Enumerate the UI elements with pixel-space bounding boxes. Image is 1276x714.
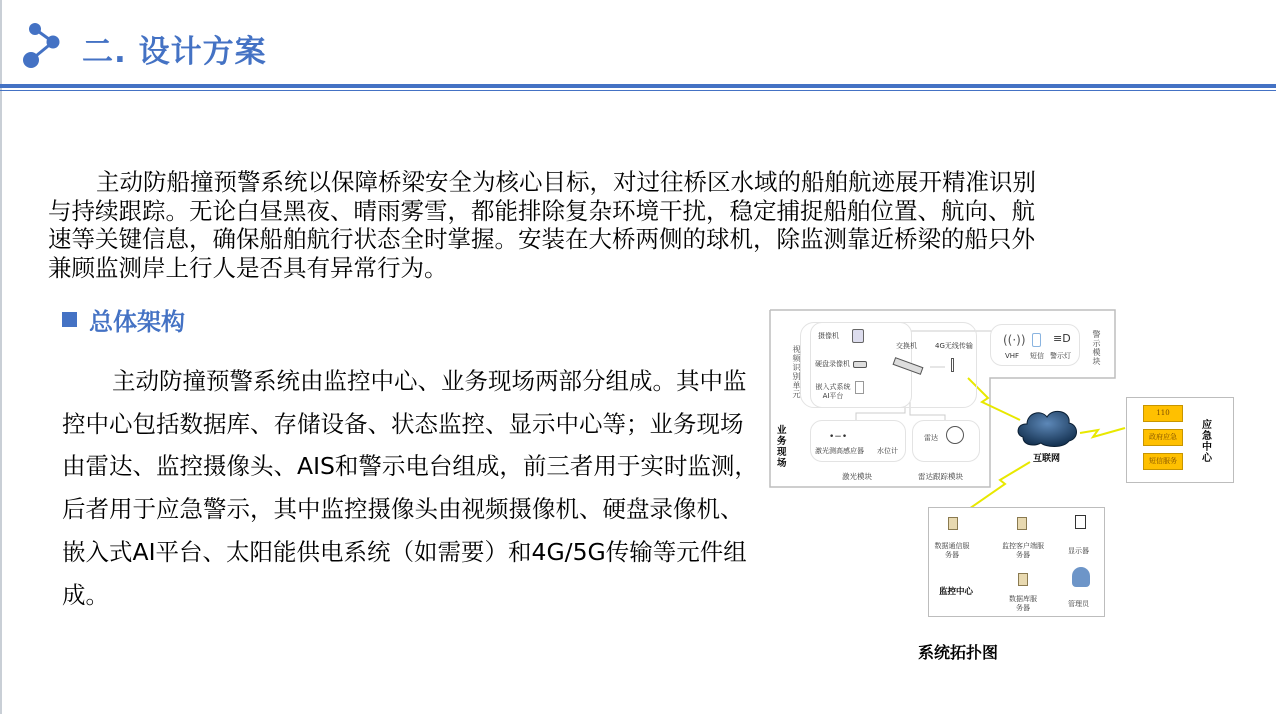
display-icon	[1075, 515, 1086, 529]
emergency-item-gov: 政府应急	[1143, 429, 1183, 446]
comm-server-icon	[948, 517, 958, 530]
nvr-label: 硬盘录像机	[815, 360, 850, 368]
site-title: 业务现场	[777, 425, 787, 469]
comm-server-label: 数据通信服务器	[934, 542, 970, 559]
laser-sensor-icon: •−•	[829, 432, 848, 442]
sms-icon	[1032, 333, 1041, 347]
emergency-center-title: 应急中心	[1202, 420, 1212, 464]
section-title: 总体架构	[89, 308, 185, 336]
camera-label: 摄像机	[818, 332, 839, 340]
sms-label: 短信	[1030, 352, 1044, 360]
wireless-label: 4G无线传输	[935, 342, 973, 350]
display-label: 显示器	[1068, 547, 1089, 555]
admin-label: 管理员	[1068, 600, 1089, 608]
intro-paragraph: 主动防船撞预警系统以保障桥梁安全为核心目标，对过往桥区水域的船舶航迹展开精准识别与持续跟踪。无论白昼黑夜、晴雨雾雪，都能排除复杂环境干扰，稳定捕捉船舶位置、航向、航速等关键信息，确保船舶航行状态全时掌握。安装在大桥两侧的球机，除监测靠近桥梁的船只外兼顾监测岸上行人是否具有异常行为。	[48, 168, 1036, 282]
vhf-icon: ((·))	[1003, 333, 1026, 347]
db-server-label: 数据库服务器	[1009, 595, 1037, 612]
section-body: 主动防撞预警系统由监控中心、业务现场两部分组成。其中监控中心包括数据库、存储设备、状态监控、显示中心等；业务现场由雷达、监控摄像头、AIS和警示电台组成，前三者用于实时监测，后者用于应急警示，其中监控摄像头由视频摄像机、硬盘录像机、嵌入式AI平台、太阳能供电系统（如需要）和4G/5G传输等元件组成。	[62, 367, 758, 609]
emergency-item-sms: 短信服务	[1143, 453, 1183, 470]
radar-module-box	[912, 420, 980, 462]
ai-platform-label: 嵌入式系统AI平台	[815, 383, 851, 400]
client-server-icon	[1017, 517, 1027, 530]
admin-icon	[1072, 567, 1090, 587]
page-title: 二. 设计方案	[82, 34, 267, 70]
db-server-icon	[1018, 573, 1028, 586]
switch-label: 交换机	[896, 342, 917, 350]
nvr-icon	[853, 361, 867, 368]
cloud-icon	[1015, 405, 1080, 450]
vhf-label: VHF	[1005, 352, 1020, 360]
water-gauge-label: 水位计	[877, 447, 898, 455]
emergency-item-110: 110	[1143, 405, 1183, 422]
warning-light-label: 警示灯	[1050, 352, 1071, 360]
internet-label: 互联网	[1033, 454, 1061, 464]
laser-sensor-label: 激光测高感应器	[815, 447, 864, 455]
monitor-center-title: 监控中心	[939, 587, 974, 597]
radar-dish-icon	[946, 426, 964, 444]
camera-icon	[852, 329, 864, 343]
diagram-caption: 系统拓扑图	[918, 643, 999, 662]
ai-device-icon	[855, 381, 864, 394]
radar-label: 雷达	[924, 434, 938, 442]
warning-module-title: 警示模块	[1092, 330, 1101, 366]
antenna-icon	[951, 358, 954, 372]
laser-module-label: 激光模块	[842, 472, 872, 481]
client-server-label: 监控客户端服务器	[1002, 542, 1044, 559]
warning-light-icon: ≡D	[1053, 332, 1071, 345]
radar-module-label: 雷达跟踪模块	[918, 472, 963, 481]
video-unit-label: 视频识别单元	[792, 345, 801, 399]
